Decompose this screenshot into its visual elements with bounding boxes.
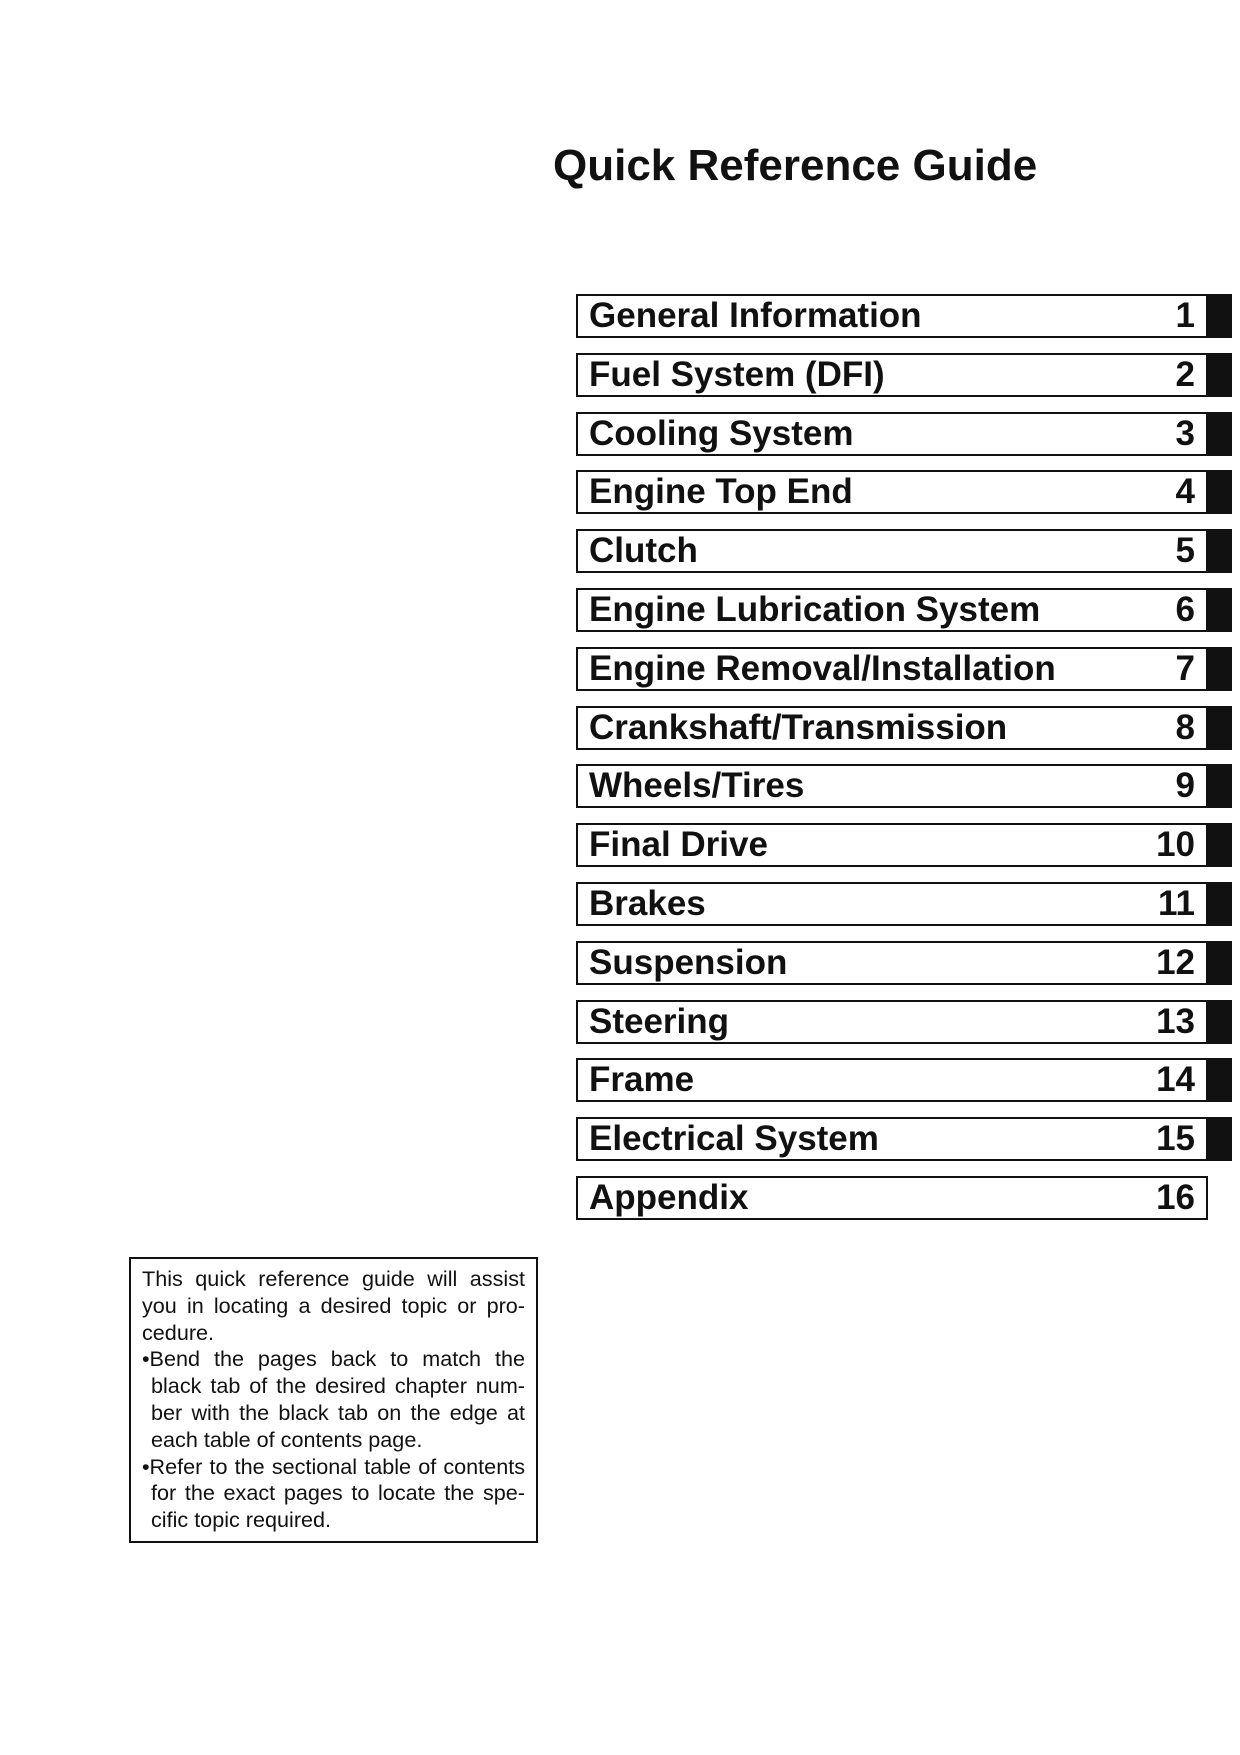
chapter-number: 5 [1175, 531, 1195, 571]
note-line: black tab of the desired chapter num- [151, 1373, 525, 1399]
chapter-number: 11 [1158, 883, 1195, 923]
chapter-number: 13 [1156, 1001, 1195, 1041]
note-line: ber with the black tab on the edge at [151, 1399, 525, 1425]
chapter-number: 4 [1175, 472, 1195, 512]
chapter-number: 2 [1175, 354, 1195, 394]
chapter-number: 7 [1175, 648, 1195, 688]
chapter-number: 15 [1156, 1119, 1195, 1159]
chapter-name: Cooling System [589, 413, 854, 453]
chapter-number: 10 [1156, 825, 1195, 865]
chapter-box[interactable] [576, 1176, 1208, 1220]
chapter-row-final-drive[interactable] [576, 823, 1240, 867]
chapter-number: 9 [1175, 766, 1195, 806]
chapter-row-engine-lubrication-system[interactable] [576, 588, 1240, 632]
chapter-box[interactable] [576, 823, 1208, 867]
chapter-tab [1208, 941, 1232, 985]
chapter-row-general-information[interactable] [576, 294, 1240, 338]
chapter-name: Electrical System [589, 1119, 879, 1159]
chapter-name: Fuel System (DFI) [589, 354, 885, 394]
note-line: cific topic required. [151, 1507, 332, 1533]
chapter-row-cooling-system[interactable] [576, 412, 1240, 456]
chapter-box[interactable] [576, 353, 1208, 397]
chapter-name: Appendix [589, 1177, 749, 1217]
chapter-tab [1208, 882, 1232, 926]
chapter-tab [1208, 1117, 1232, 1161]
chapter-box[interactable] [576, 412, 1208, 456]
chapter-name: Frame [589, 1060, 695, 1100]
chapter-box[interactable] [576, 941, 1208, 985]
chapter-tab [1208, 1000, 1232, 1044]
chapter-row-wheels-tires[interactable] [576, 764, 1240, 808]
chapter-number: 1 [1175, 296, 1195, 335]
chapter-row-fuel-system[interactable] [576, 353, 1240, 397]
chapter-number: 14 [1156, 1060, 1195, 1100]
chapter-tab [1208, 294, 1232, 338]
chapter-number: 12 [1156, 942, 1195, 982]
chapter-tab [1208, 764, 1232, 808]
chapter-row-suspension[interactable] [576, 941, 1240, 985]
note-line: each table of contents page. [151, 1426, 423, 1452]
chapter-tab [1208, 706, 1232, 750]
chapter-box[interactable] [576, 529, 1208, 573]
chapter-box[interactable] [576, 470, 1208, 514]
chapter-tab [1208, 588, 1232, 632]
chapter-name: Suspension [589, 942, 788, 982]
chapter-name: Engine Top End [589, 472, 853, 512]
chapter-name: Final Drive [589, 825, 768, 865]
chapter-box[interactable] [576, 647, 1208, 691]
chapter-box[interactable] [576, 1000, 1208, 1044]
chapter-list [576, 294, 1240, 1235]
chapter-box[interactable] [576, 1117, 1208, 1161]
chapter-box[interactable] [576, 588, 1208, 632]
chapter-name: Crankshaft/Transmission [589, 707, 1008, 747]
note-line: you in locating a desired topic or pro- [142, 1292, 525, 1318]
chapter-tab [1208, 353, 1232, 397]
chapter-name: Engine Lubrication System [589, 589, 1041, 629]
chapter-tab [1208, 470, 1232, 514]
chapter-row-brakes[interactable] [576, 882, 1240, 926]
chapter-tab [1208, 412, 1232, 456]
chapter-name: General Information [589, 296, 922, 335]
chapter-name: Brakes [589, 883, 706, 923]
note-line: •Refer to the sectional table of contents [142, 1453, 525, 1479]
chapter-name: Steering [589, 1001, 730, 1041]
chapter-tab [1208, 529, 1232, 573]
chapter-row-frame[interactable] [576, 1058, 1240, 1102]
note-line: cedure. [142, 1319, 215, 1345]
chapter-row-steering[interactable] [576, 1000, 1240, 1044]
chapter-box[interactable] [576, 706, 1208, 750]
note-line: •Bend the pages back to match the [142, 1346, 525, 1372]
chapter-row-crankshaft-transmission[interactable] [576, 706, 1240, 750]
chapter-name: Clutch [589, 531, 698, 571]
chapter-number: 6 [1175, 589, 1195, 629]
chapter-tab [1208, 823, 1232, 867]
chapter-box[interactable] [576, 1058, 1208, 1102]
chapter-name: Wheels/Tires [589, 766, 805, 806]
chapter-row-appendix[interactable] [576, 1176, 1240, 1220]
chapter-tab [1208, 1058, 1232, 1102]
chapter-number: 3 [1175, 413, 1195, 453]
chapter-row-engine-top-end[interactable] [576, 470, 1240, 514]
chapter-number: 16 [1156, 1177, 1195, 1217]
chapter-tab [1208, 647, 1232, 691]
instructions-note [129, 1257, 538, 1543]
chapter-box[interactable] [576, 882, 1208, 926]
chapter-row-clutch[interactable] [576, 529, 1240, 573]
chapter-row-engine-removal-installation[interactable] [576, 647, 1240, 691]
chapter-number: 8 [1175, 707, 1195, 747]
chapter-box[interactable] [576, 294, 1208, 338]
note-line: for the exact pages to locate the spe- [151, 1480, 525, 1506]
note-line: This quick reference guide will assist [142, 1266, 525, 1291]
chapter-box[interactable] [576, 764, 1208, 808]
chapter-name: Engine Removal/Installation [589, 648, 1056, 688]
page-title: Quick Reference Guide [553, 141, 1038, 190]
chapter-row-electrical-system[interactable] [576, 1117, 1240, 1161]
